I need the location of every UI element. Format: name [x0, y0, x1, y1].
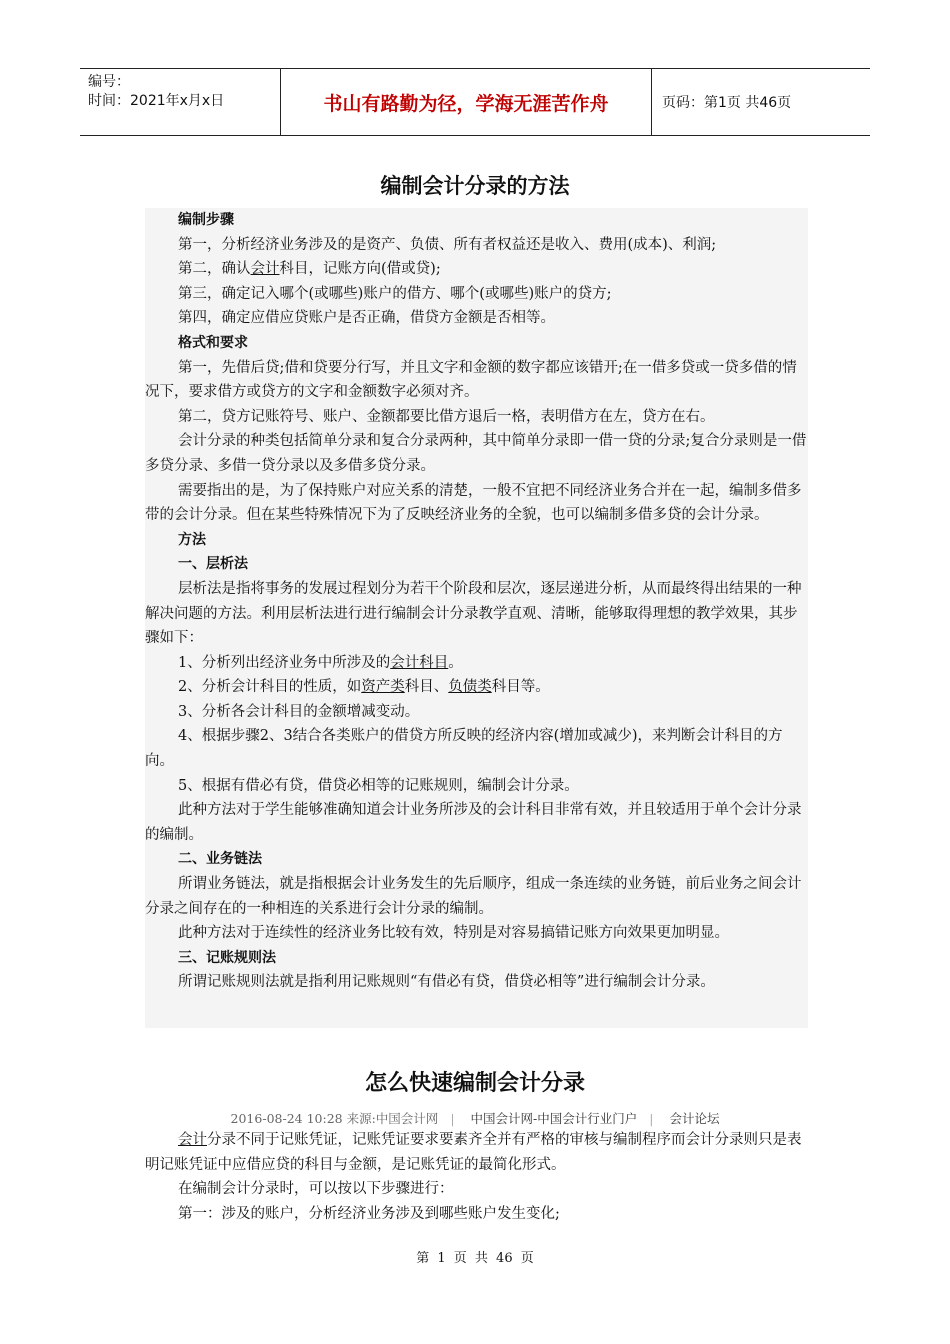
paragraph: 所谓业务链法，就是指根据会计业务发生的先后顺序，组成一条连续的业务链，前后业务之间会计分录之间存在的一种相连的关系进行会计分录的编制。: [145, 876, 802, 917]
paragraph: 第一，分析经济业务涉及的是资产、负债、所有者权益还是收入、费用(成本)、利润;: [178, 236, 717, 253]
section-heading: 编制步骤: [178, 212, 234, 228]
paragraph: 会计分录不同于记账凭证，记账凭证要求要素齐全并有严格的审核与编制程序而会计分录则只是表明记账凭证中应借应贷的科目与金额，是记账凭证的最简化形式。: [145, 1132, 802, 1173]
liability-class-link[interactable]: 负债类: [448, 679, 492, 696]
page-header: [80, 68, 870, 136]
paragraph: 第二，确认会计科目，记账方向(借或贷);: [178, 261, 441, 278]
section-heading: 三、记账规则法: [178, 949, 276, 966]
doc-number-label: 编号：: [88, 74, 130, 90]
meta-divider: |: [450, 1111, 455, 1126]
meta-forum-link[interactable]: 会计论坛: [669, 1111, 720, 1126]
article-meta: [0, 1109, 950, 1127]
asset-class-link[interactable]: 资产类: [361, 679, 405, 696]
paragraph: 第一：涉及的账户，分析经济业务涉及到哪些账户发生变化;: [178, 1205, 560, 1222]
meta-source: 来源:中国会计网: [346, 1111, 439, 1126]
article-title-2: 怎么快速编制会计分录: [364, 1071, 585, 1096]
accounting-subject-link[interactable]: 会计科目: [390, 654, 449, 671]
header-motto: 书山有路勤为径，学海无涯苦作舟: [280, 69, 652, 135]
section-heading: 一、层析法: [178, 556, 248, 573]
article-title: 编制会计分录的方法: [380, 174, 570, 198]
meta-site-link[interactable]: 中国会计网-中国会计行业门户: [470, 1111, 638, 1126]
paragraph: 4、根据步骤2、3结合各类账户的借贷方所反映的经济内容(增加或减少)，来判断会计科目的方向。: [145, 728, 783, 770]
section-heading: 方法: [178, 531, 206, 548]
paragraph: 1、分析列出经济业务中所涉及的会计科目。: [178, 654, 463, 671]
paragraph: 3、分析各会计科目的金额增减变动。: [178, 703, 420, 720]
paragraph: 此种方法对于连续性的经济业务比较有效，特别是对容易搞错记账方向效果更加明显。: [178, 925, 729, 942]
doc-time-label: 时间：2021年x月x日: [88, 93, 225, 109]
section-heading: 格式和要求: [178, 334, 248, 351]
article-body: [145, 208, 808, 1028]
paragraph: 在编制会计分录时，可以按以下步骤进行：: [178, 1181, 454, 1198]
article-body-2: [145, 1128, 808, 1226]
paragraph: 需要指出的是，为了保持账户对应关系的清楚，一般不宜把不同经济业务合并在一起，编制多借多带的会计分录。但在某些特殊情况下为了反映经济业务的全貌，也可以编制多借多贷的会计分录。: [145, 482, 802, 524]
section-heading: 二、业务链法: [178, 851, 262, 868]
page-footer: 第 1 页 共 46 页: [416, 1251, 534, 1266]
paragraph: 会计分录的种类包括简单分录和复合分录两种，其中简单分录即一借一贷的分录;复合分录则是一借多贷分录、多借一贷分录以及多借多贷分录。: [145, 433, 807, 474]
paragraph: 层析法是指将事务的发展过程划分为若干个阶段和层次，逐层递进分析，从而最终得出结果的一种解决问题的方法。利用层析法进行进行编制会计分录教学直观、清晰，能够取得理想的教学效果，其步骤如下：: [145, 580, 802, 647]
paragraph: 此种方法对于学生能够准确知道会计业务所涉及的会计科目非常有效，并且较适用于单个会计分录的编制。: [145, 802, 802, 843]
paragraph: 第二，贷方记账符号、账户、金额都要比借方退后一格，表明借方在左，贷方在右。: [178, 408, 715, 425]
header-page-info: 页码：第1页 共46页: [662, 95, 792, 111]
paragraph: 第一，先借后贷;借和贷要分行写，并且文字和金额的数字都应该错开;在一借多贷或一贷多借的情况下，要求借方或贷方的文字和金额数字必须对齐。: [145, 359, 797, 401]
meta-divider: |: [649, 1111, 654, 1126]
paragraph: 所谓记账规则法就是指利用记账规则“有借必有贷，借贷必相等”进行编制会计分录。: [178, 974, 715, 991]
accounting-link[interactable]: 会计: [250, 261, 280, 278]
accounting-link[interactable]: 会计: [178, 1132, 207, 1148]
header-meta: [80, 69, 280, 135]
meta-date: 2016-08-24 10:28: [230, 1111, 343, 1126]
paragraph: 第四，确定应借应贷账户是否正确，借贷方金额是否相等。: [178, 310, 555, 327]
paragraph: 第三，确定记入哪个(或哪些)账户的借方、哪个(或哪些)账户的贷方;: [178, 285, 612, 302]
paragraph: 2、分析会计科目的性质，如资产类科目、负债类科目等。: [178, 679, 550, 696]
paragraph: 5、根据有借必有贷，借贷必相等的记账规则，编制会计分录。: [178, 777, 579, 794]
